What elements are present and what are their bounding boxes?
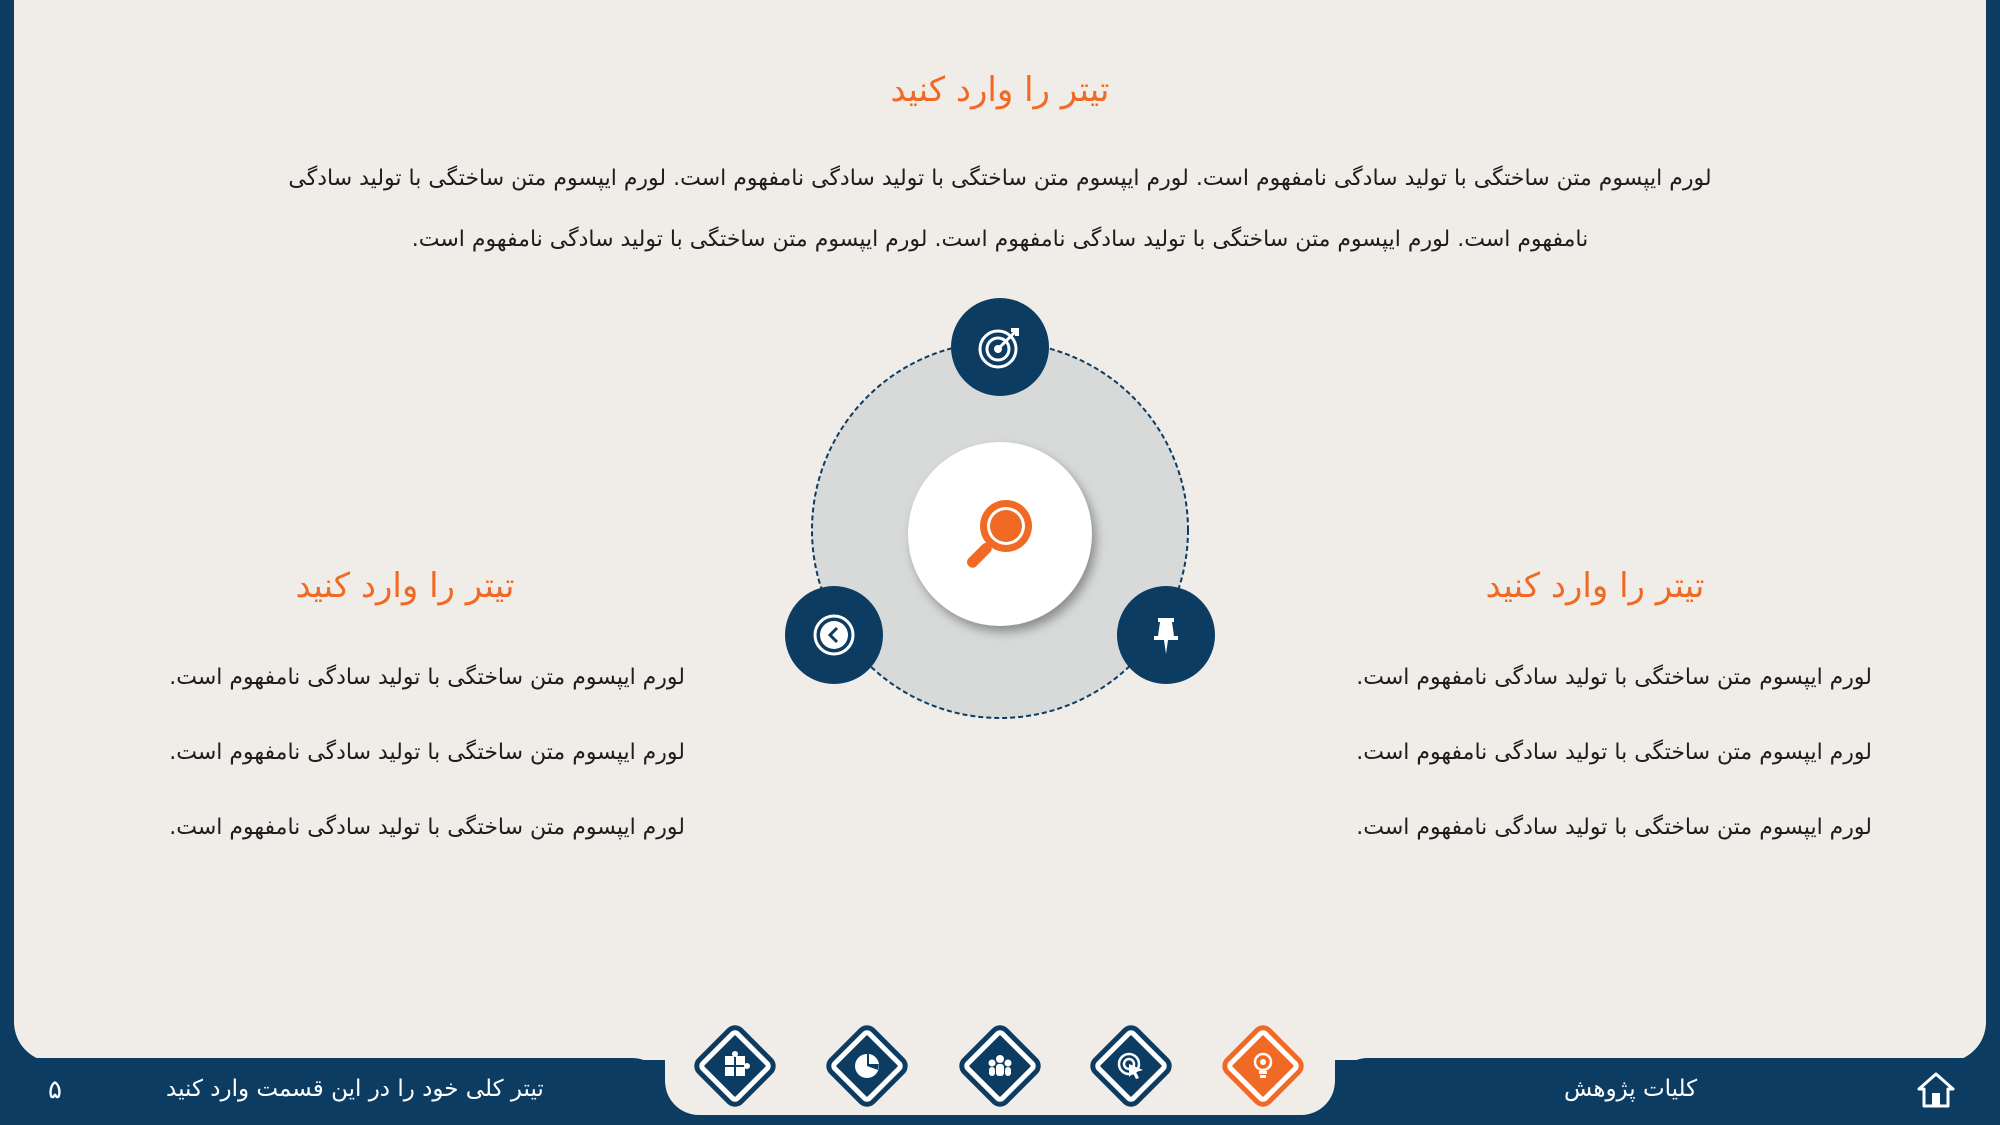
- pie-chart-icon: [847, 1046, 887, 1086]
- list-item: لورم ایپسوم متن ساختگی با تولید سادگی نامفهوم است.: [1356, 815, 1872, 840]
- nav-team[interactable]: [962, 1028, 1038, 1104]
- intro-line-1: لورم ایپسوم متن ساختگی با تولید سادگی نامفهوم است. لورم ایپسوم متن ساختگی با تولید سادگی نامفهوم است. لورم ایپسوم متن ساختگی با تولید سادگی: [288, 166, 1712, 191]
- intro-line-2: نامفهوم است. لورم ایپسوم متن ساختگی با تولید سادگی نامفهوم است. لورم ایپسوم متن ساختگی با تولید سادگی نامفهوم است.: [411, 227, 1589, 252]
- clock-icon: [811, 612, 857, 658]
- nav-cursor-click[interactable]: [1093, 1028, 1169, 1104]
- target-icon: [977, 324, 1023, 370]
- page-number: ۵: [48, 1075, 62, 1105]
- right-panel-title: تیتر را وارد کنید: [1485, 566, 1705, 606]
- section-title: کلیات پژوهش: [1564, 1076, 1698, 1102]
- node-pushpin[interactable]: [1117, 586, 1215, 684]
- node-clock[interactable]: [785, 586, 883, 684]
- nav-idea[interactable]: [1225, 1028, 1301, 1104]
- left-panel-title: تیتر را وارد کنید: [295, 566, 515, 606]
- list-item: لورم ایپسوم متن ساختگی با تولید سادگی نامفهوم است.: [1356, 740, 1872, 765]
- magnifier-icon: [958, 492, 1042, 576]
- list-item: لورم ایپسوم متن ساختگی با تولید سادگی نامفهوم است.: [169, 815, 685, 840]
- cursor-click-icon: [1111, 1046, 1151, 1086]
- list-item: لورم ایپسوم متن ساختگی با تولید سادگی نامفهوم است.: [169, 665, 685, 690]
- right-panel-list: [1300, 658, 1872, 883]
- center-circle: [908, 442, 1092, 626]
- node-target[interactable]: [951, 298, 1049, 396]
- idea-icon: [1243, 1046, 1283, 1086]
- pushpin-icon: [1143, 612, 1189, 658]
- home-icon[interactable]: [1916, 1071, 1956, 1109]
- list-item: لورم ایپسوم متن ساختگی با تولید سادگی نامفهوم است.: [169, 740, 685, 765]
- page-title: تیتر را وارد کنید: [890, 70, 1110, 110]
- intro-paragraph: [220, 148, 1780, 270]
- nav-pie-chart[interactable]: [829, 1028, 905, 1104]
- team-icon: [980, 1046, 1020, 1086]
- presentation-title: تیتر کلی خود را در این قسمت وارد کنید: [166, 1076, 544, 1102]
- left-panel-list: [80, 658, 685, 883]
- nav-puzzle[interactable]: [697, 1028, 773, 1104]
- puzzle-icon: [715, 1046, 755, 1086]
- list-item: لورم ایپسوم متن ساختگی با تولید سادگی نامفهوم است.: [1356, 665, 1872, 690]
